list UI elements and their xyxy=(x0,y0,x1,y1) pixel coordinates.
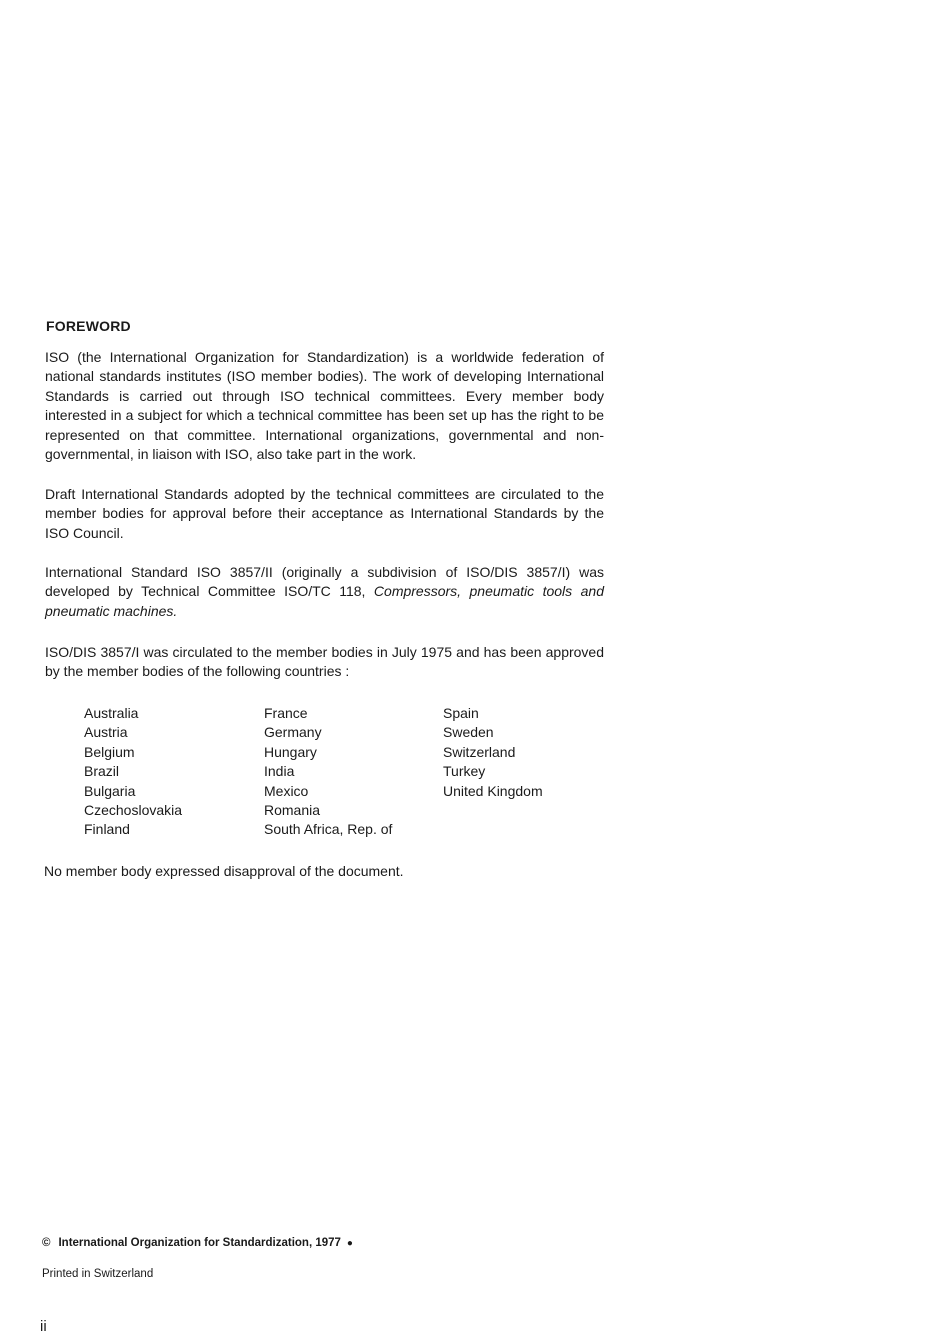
country-item: Mexico xyxy=(264,782,309,799)
country-item: United Kingdom xyxy=(443,782,543,799)
country-item: Spain xyxy=(443,705,479,721)
country-column-2 xyxy=(264,704,392,840)
country-item: Bulgaria xyxy=(84,782,136,799)
country-item: Hungary xyxy=(264,743,317,760)
country-item: Turkey xyxy=(443,763,486,780)
country-item: Austria xyxy=(84,724,128,741)
committee-title: Compressors, pneumatic tools and pneumatic machines. xyxy=(45,583,604,619)
country-item: Romania xyxy=(264,802,321,819)
section-heading: FOREWORD xyxy=(46,318,131,334)
country-item: France xyxy=(264,705,308,721)
country-item: Finland xyxy=(84,821,130,838)
country-item: South Africa, Rep. of xyxy=(264,821,393,838)
country-item: Sweden xyxy=(443,724,494,741)
paragraph-no-disapproval: No member body expressed disapproval of the document. xyxy=(44,863,404,879)
copyright-notice xyxy=(42,1237,353,1249)
copyright-icon: © xyxy=(42,1237,51,1249)
standard-origin-text: International Standard ISO 3857/II (originally a subdivision of ISO/DIS 3857/I) was developed by Technical Committee ISO/TC 118, xyxy=(45,564,604,600)
page-number: ii xyxy=(40,1318,47,1335)
country-item: Brazil xyxy=(84,763,120,780)
country-column-1 xyxy=(84,704,182,840)
paragraph-iso-description: ISO (the International Organization for Standardization) is a worldwide federation of national standards institutes (ISO member bodies). The work of developing International Standards is carried out through ISO technical committees. Every member body interested in a subject for which a technical committee has been set up has the right to be represented on that committee. International organizations, governmental and non-governmental, in liaison with ISO, also take part in the work. xyxy=(45,349,604,463)
copyright-text: International Organization for Standardization, 1977 xyxy=(58,1237,341,1249)
bullet-icon: ● xyxy=(346,1238,353,1249)
country-item: Belgium xyxy=(84,743,135,760)
printed-location: Printed in Switzerland xyxy=(42,1268,154,1280)
country-item: India xyxy=(264,763,295,780)
country-item: Germany xyxy=(264,724,322,741)
paragraph-draft-standards: Draft International Standards adopted by the technical committees are circulated to the member bodies for approval before their acceptance as International Standards by the ISO Council. xyxy=(45,486,604,541)
country-item: Switzerland xyxy=(443,743,516,760)
country-column-3 xyxy=(443,704,543,801)
country-item: Australia xyxy=(84,705,139,721)
country-item: Czechoslovakia xyxy=(84,802,183,819)
paragraph-standard-origin xyxy=(45,563,604,621)
paragraph-circulation: ISO/DIS 3857/I was circulated to the member bodies in July 1975 and has been approved by the member bodies of the following countries : xyxy=(45,644,604,680)
